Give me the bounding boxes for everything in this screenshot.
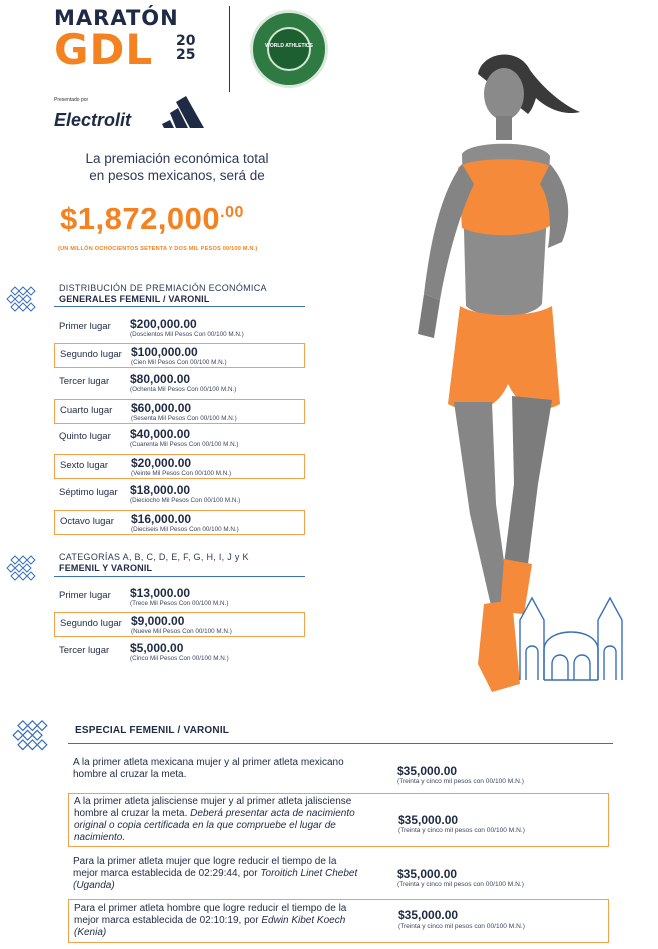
diamond-pattern-icon	[6, 283, 36, 313]
especial-underline	[68, 743, 613, 744]
prize-place: Quinto lugar	[59, 431, 111, 442]
special-text	[74, 796, 364, 844]
special-row-2	[68, 793, 609, 847]
intro-line-1: La premiación económica total	[85, 151, 269, 166]
special-text-italic: Toroitich Linet Chebet (Uganda)	[73, 868, 358, 891]
prize-place: Séptimo lugar	[59, 487, 118, 498]
special-text	[73, 757, 363, 781]
category-row-2	[54, 612, 305, 637]
prize-row-5	[54, 426, 305, 451]
prize-place: Tercer lugar	[59, 376, 110, 387]
prize-words: (Cuarenta Mil Pesos Con 00/100 M.N.)	[130, 441, 239, 448]
presentado-por-label: Presentado por	[54, 97, 89, 103]
special-words: (Treinta y cinco mil pesos con 00/100 M.N.)	[397, 778, 524, 785]
special-amount: $35,000.00	[397, 867, 458, 881]
categorias-title: FEMENIL Y VARONIL	[59, 563, 153, 573]
category-row-1	[54, 585, 305, 610]
prize-place: Primer lugar	[59, 590, 111, 601]
special-text	[73, 856, 363, 892]
special-text-main: Para el primer atleta hombre que logre reducir el tiempo de la mejor marca establecida de 02:10:19, por	[74, 903, 347, 926]
logo-year-bottom: 25	[176, 47, 196, 63]
prize-amount: $200,000.00	[130, 317, 197, 331]
prize-amount: $60,000.00	[131, 401, 192, 415]
logo-year-top: 20	[176, 33, 196, 49]
electrolit-logo: Electrolit	[54, 110, 132, 130]
categorias-underline	[54, 576, 305, 577]
prize-place: Primer lugar	[59, 321, 111, 332]
prize-words: (Trece Mil Pesos Con 00/100 M.N.)	[130, 600, 229, 607]
prize-amount: $20,000.00	[131, 456, 192, 470]
prize-row-2	[54, 343, 305, 368]
prize-place: Sexto lugar	[60, 460, 109, 471]
prize-amount: $100,000.00	[131, 345, 198, 359]
categorias-subtitle: CATEGORÍAS A, B, C, D, E, F, G, H, I, J y K	[59, 552, 249, 562]
special-text-main: Para la primer atleta mujer que logre reducir el tiempo de la mejor marca establecida de 02:29:44, por	[73, 856, 337, 879]
prize-words: (Doscientos Mil Pesos Con 00/100 M.N.)	[130, 331, 244, 338]
total-amount-words: (UN MILLÓN OCHOCIENTOS SETENTA Y DOS MIL PESOS 00/100 M.N.)	[58, 246, 258, 252]
special-text-italic: Deberá presentar acta de nacimiento original o copia certificada en la que compruebe el lugar de nacimiento.	[74, 808, 355, 843]
special-text-main: A la primer atleta mexicana mujer y al primer atleta mexicano hombre al cruzar la meta.	[73, 757, 344, 780]
special-amount: $35,000.00	[398, 813, 459, 827]
special-words: (Treinta y cinco mil pesos con 00/100 M.N.)	[398, 827, 525, 834]
prize-place: Segundo lugar	[60, 349, 122, 360]
prize-words: (Dieciseis Mil Pesos Con 00/100 M.N.)	[131, 526, 239, 533]
diamond-pattern-icon	[6, 552, 36, 582]
prize-words: (Ochenta Mil Pesos Con 00/100 M.N.)	[130, 386, 237, 393]
prize-amount: $18,000.00	[130, 483, 191, 497]
prize-words: (Sesenta Mil Pesos Con 00/100 M.N.)	[131, 415, 237, 422]
prize-words: (Dieciocho Mil Pesos Con 00/100 M.N.)	[130, 497, 241, 504]
special-row-1	[68, 753, 609, 789]
prize-amount: $80,000.00	[130, 372, 191, 386]
prize-place: Cuarto lugar	[60, 405, 113, 416]
prize-amount: $5,000.00	[130, 641, 184, 655]
prize-row-8	[54, 510, 305, 535]
special-amount: $35,000.00	[398, 908, 459, 922]
prize-row-3	[54, 371, 305, 396]
header-divider	[229, 6, 230, 92]
logo-gdl-text: GDL	[54, 25, 154, 74]
special-text	[74, 903, 364, 939]
prize-amount: $40,000.00	[130, 427, 191, 441]
generales-subtitle: DISTRIBUCIÓN DE PREMIACIÓN ECONÓMICA	[59, 283, 267, 293]
prize-row-7	[54, 482, 305, 507]
prize-row-6	[54, 454, 305, 479]
prize-place: Segundo lugar	[60, 618, 122, 629]
prize-words: (Veinte Mil Pesos Con 00/100 M.N.)	[131, 470, 232, 477]
special-row-4	[68, 899, 609, 943]
generales-title: GENERALES FEMENIL / VARONIL	[59, 294, 210, 304]
prize-place: Tercer lugar	[59, 645, 110, 656]
special-text-main: A la primer atleta jalisciense mujer y al primer atleta jalisciense hombre al cruzar la meta.	[74, 796, 352, 819]
special-text-italic: Edwin Kibet Koech (Kenia)	[74, 915, 346, 938]
total-amount-cents: .00	[220, 204, 244, 221]
logo-year	[176, 34, 208, 62]
prize-row-1	[54, 316, 305, 341]
badge-text: WORLD ATHLETICS	[265, 43, 313, 49]
total-amount-value: $1,872,000	[60, 201, 221, 236]
especial-title: ESPECIAL FEMENIL / VARONIL	[75, 725, 230, 736]
intro-line-2: en pesos mexicanos, será de	[89, 168, 265, 183]
logo-maraton-text: MARATÓN	[54, 6, 179, 30]
special-amount: $35,000.00	[397, 764, 458, 778]
prize-amount: $16,000.00	[131, 512, 192, 526]
special-row-3	[68, 853, 609, 895]
special-words: (Treinta y cinco mil pesos con 00/100 M.N.)	[398, 923, 525, 930]
arches-monument-icon	[516, 590, 626, 682]
generales-underline	[54, 306, 305, 307]
prize-words: (Nueve Mil Pesos Con 00/100 M.N.)	[131, 628, 232, 635]
category-row-3	[54, 640, 305, 665]
maraton-gdl-logo	[54, 6, 214, 78]
intro-text	[62, 150, 292, 184]
diamond-pattern-icon	[12, 716, 48, 752]
adidas-logo-icon	[162, 96, 208, 130]
total-amount	[60, 201, 244, 237]
prize-row-4	[54, 399, 305, 424]
prize-words: (Cinco Mil Pesos Con 00/100 M.N.)	[130, 655, 229, 662]
world-athletics-badge	[250, 10, 328, 88]
prize-amount: $9,000.00	[131, 614, 185, 628]
prize-words: (Cien Mil Pesos Con 00/100 M.N.)	[131, 359, 227, 366]
badge-inner-seal	[267, 27, 311, 71]
special-words: (Treinta y cinco mil pesos con 00/100 M.N.)	[397, 881, 524, 888]
prize-place: Octavo lugar	[60, 516, 114, 527]
prize-amount: $13,000.00	[130, 586, 191, 600]
